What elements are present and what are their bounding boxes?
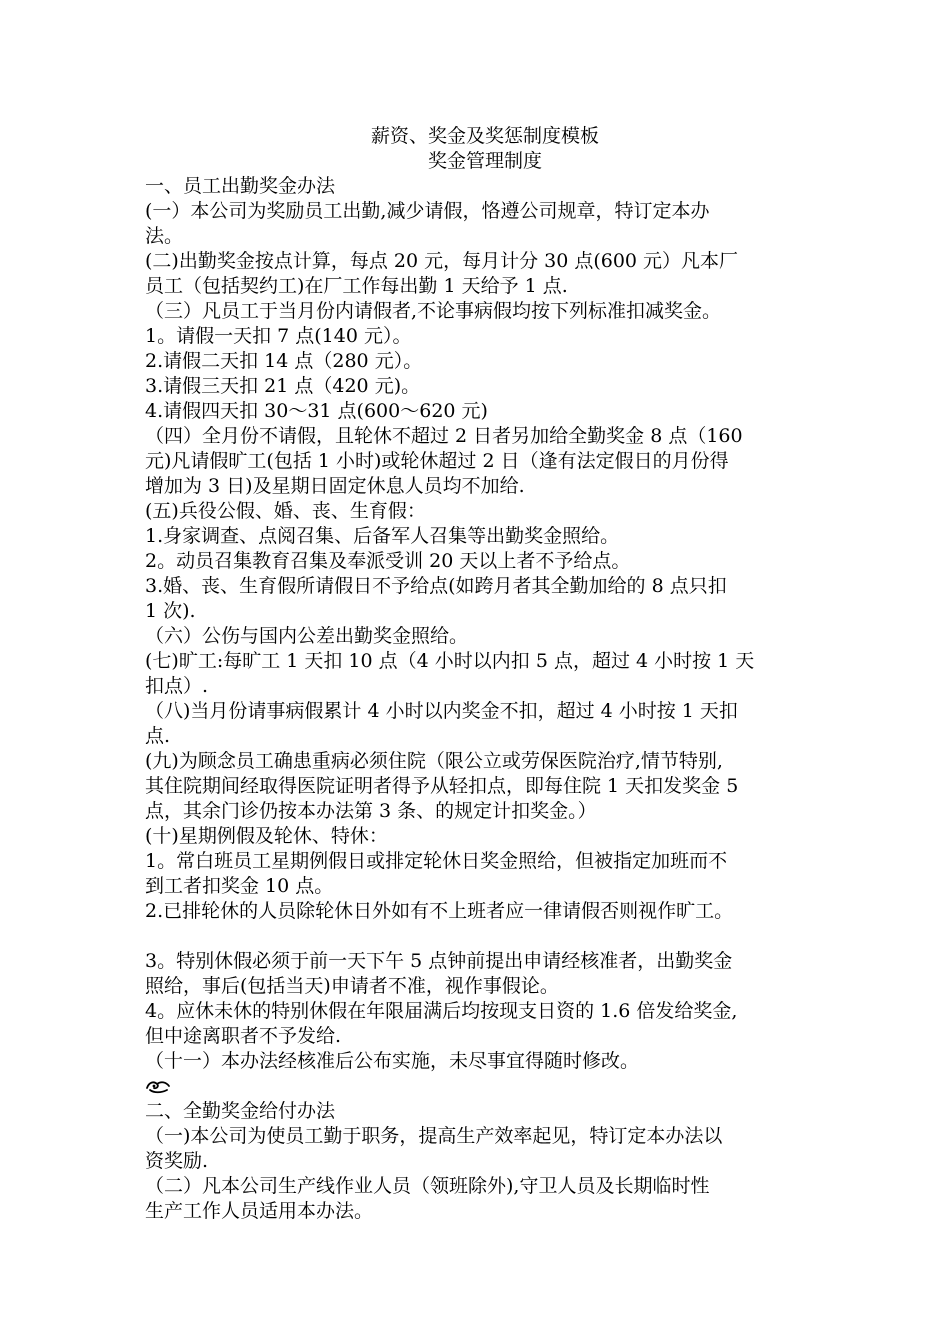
text-line: 2。动员召集教育召集及奉派受训 20 天以上者不予给点。 [145, 550, 631, 572]
text-line: 其住院期间经取得医院证明者得予从轻扣点，即每住院 1 天扣发奖金 5 [145, 775, 739, 797]
text-line: （六）公伤与国内公差出勤奖金照给。 [145, 625, 469, 647]
document-title: 薪资、奖金及奖惩制度模板 [370, 125, 599, 147]
text-line: (十)星期例假及轮休、特休： [145, 825, 388, 847]
text-line: （二）凡本公司生产线作业人员（领班除外),守卫人员及长期临时性 [145, 1175, 710, 1197]
text-line: 1。常白班员工星期例假日或排定轮休日奖金照给，但被指定加班而不 [145, 850, 728, 872]
section-one-body [145, 174, 825, 1074]
text-line: 一、员工出勤奖金办法 [145, 175, 336, 197]
text-line: 生产工作人员适用本办法。 [145, 1200, 374, 1222]
text-line: 点. [145, 725, 171, 747]
text-line: 点，其余门诊仍按本办法第 3 条、的规定计扣奖金。） [145, 800, 597, 822]
section-two-body [145, 1099, 825, 1224]
text-line: 员工（包括契约工)在厂工作每出勤 1 天给予 1 点. [145, 275, 568, 297]
document-subtitle: 奖金管理制度 [427, 150, 542, 172]
text-line [145, 924, 825, 949]
text-line: 法。 [145, 225, 184, 247]
text-line: 但中途离职者不予发给. [145, 1025, 342, 1047]
text-line: 3.请假三天扣 21 点（420 元)。 [145, 375, 421, 397]
text-line: 到工者扣奖金 10 点。 [145, 875, 334, 897]
text-line: (二)出勤奖金按点计算，每点 20 元，每月计分 30 点(600 元）凡本厂 [145, 250, 739, 272]
text-line: 4。应休未休的特别休假在年限届满后均按现支日资的 1.6 倍发给奖金, [145, 1000, 738, 1022]
text-line: （四）全月份不请假，且轮休不超过 2 日者另加给全勤奖金 8 点（160 [145, 425, 743, 447]
text-line: （八)当月份请事病假累计 4 小时以内奖金不扣，超过 4 小时按 1 天扣 [145, 700, 738, 722]
text-line: 1 次). [145, 600, 196, 622]
text-line: (七)旷工:每旷工 1 天扣 10 点（4 小时以内扣 5 点，超过 4 小时按 1 天 [145, 650, 755, 672]
text-line: 元)凡请假旷工(包括 1 小时)或轮休超过 2 日（逢有法定假日的月份得 [145, 450, 729, 472]
text-line: （三）凡员工于当月份内请假者,不论事病假均按下列标准扣减奖金。 [145, 300, 722, 322]
text-line: 4.请假四天扣 30～31 点(600～620 元) [145, 400, 488, 422]
text-line: 2.请假二天扣 14 点（280 元）。 [145, 350, 423, 372]
text-line: (五)兵役公假、婚、丧、生育假： [145, 500, 426, 522]
text-line: （十一）本办法经核准后公布实施，未尽事宜得随时修改。 [145, 1050, 640, 1072]
text-line: 3。特别休假必须于前一天下午 5 点钟前提出申请经核准者，出勤奖金 [145, 950, 733, 972]
text-line: 增加为 3 日)及星期日固定休息人员均不加给. [145, 475, 525, 497]
text-line: 1.身家调查、点阅召集、后备军人召集等出勤奖金照给。 [145, 525, 620, 547]
document-page [145, 124, 825, 1224]
text-line: （一)本公司为使员工勤于职务，提高生产效率起见，特订定本办法以 [145, 1125, 723, 1147]
text-line: 2.已排轮休的人员除轮休日外如有不上班者应一律请假否则视作旷工。 [145, 900, 734, 922]
scroll-ornament-icon [145, 1074, 825, 1099]
text-line: (九)为顾念员工确患重病必须住院（限公立或劳保医院治疗,情节特别, [145, 750, 723, 772]
text-line: 照给，事后(包括当天)申请者不准，视作事假论。 [145, 975, 559, 997]
text-line: 二、全勤奖金给付办法 [145, 1100, 336, 1122]
text-line: 3.婚、丧、生育假所请假日不予给点(如跨月者其全勤加给的 8 点只扣 [145, 575, 727, 597]
text-line: 资奖励. [145, 1150, 209, 1172]
scroll-ornament-icon [145, 1078, 171, 1096]
text-line: 1。请假一天扣 7 点(140 元）。 [145, 325, 412, 347]
text-line: (一）本公司为奖励员工出勤,减少请假，恪遵公司规章，特订定本办 [145, 200, 710, 222]
text-line: 扣点）. [145, 675, 209, 697]
